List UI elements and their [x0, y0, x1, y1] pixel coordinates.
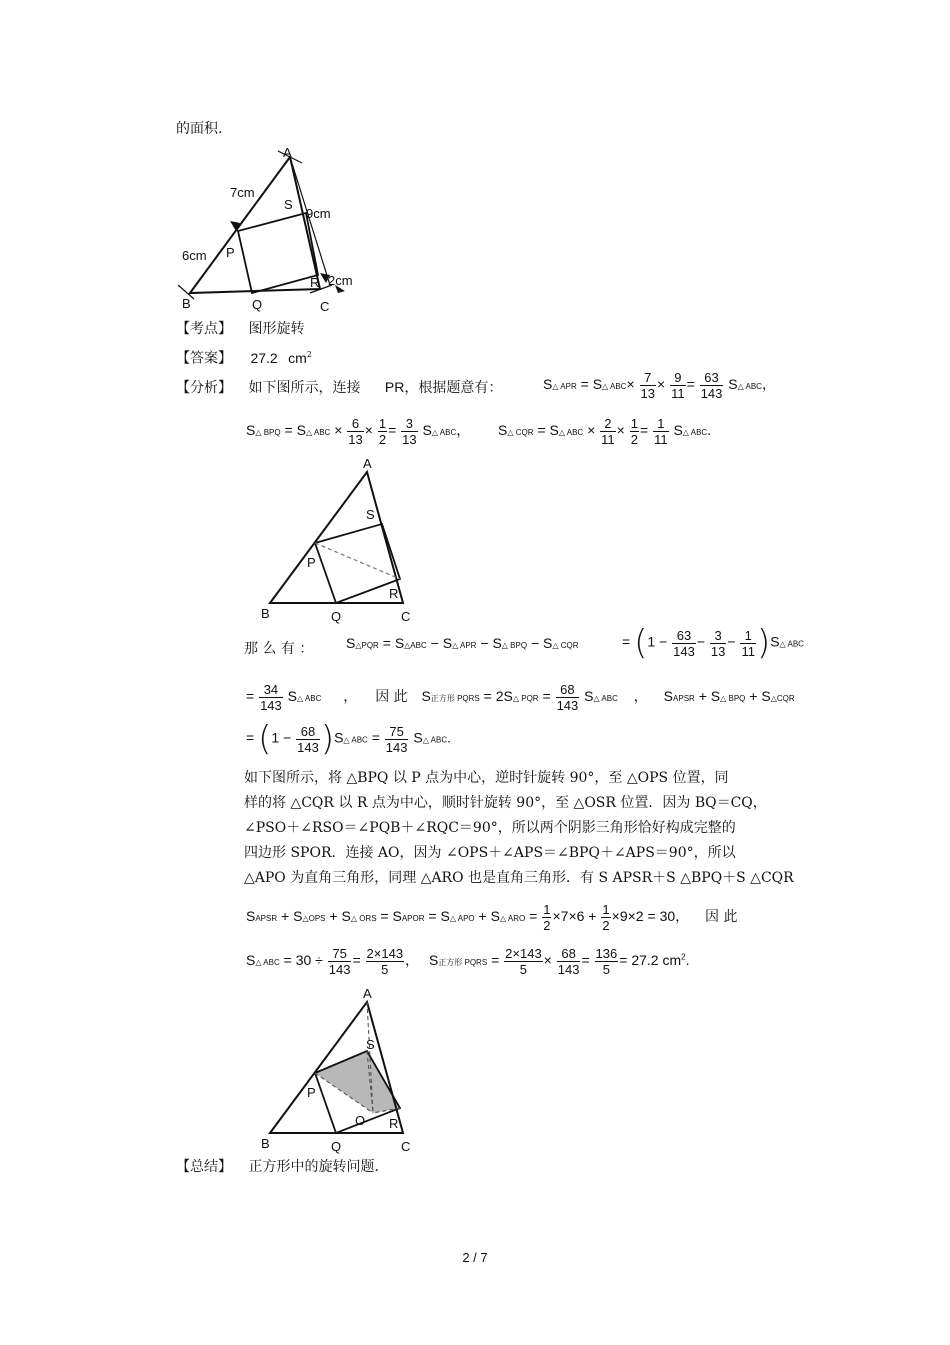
fig1-label-q: Q [252, 297, 263, 312]
daan-sup: 2 [306, 350, 312, 359]
fig1-label-s: S [284, 197, 293, 212]
daan-label: 【答案】 [176, 350, 232, 367]
fenxi-pr: PR [384, 379, 405, 395]
fig1-label-c: C [320, 299, 330, 314]
zongjie-value: 正方形中的旋转问题. [248, 1159, 379, 1175]
fig1-label-p: P [226, 245, 235, 260]
daan-value: 27.2 [250, 349, 278, 366]
daan-unit: cm [288, 349, 307, 366]
fig2-label-r: R [389, 586, 399, 601]
fig2-label-a: A [363, 456, 372, 471]
fig3-label-s: S [366, 1037, 375, 1052]
fenxi-intro [176, 378, 502, 397]
zongjie-row [176, 1158, 379, 1176]
fig3-label-r: R [389, 1116, 399, 1131]
fig3-label-a: A [363, 986, 372, 1001]
fig2-label-c: C [401, 609, 411, 624]
fenxi-text2: ，根据题意有： [404, 380, 503, 396]
eq-namoyou-right: = (1 − $\frac{63}{143}$ − $\frac{3}{13}$ − $\frac{1}{11}$ )S△ ABC [622, 623, 804, 663]
fenxi-text1: 如下图所示，连接 [248, 380, 361, 396]
fig1-len-6: 6cm [182, 248, 207, 263]
fig1-len-7: 7cm [230, 185, 255, 200]
eq-sum: SAPSR + S△OPS + S△ ORS = SAPOR = S△ APO + S△ ARO = $\frac{1}{2}$ ×7×6 + $\frac{1}{2}$ ×9×2 = 30， 因 此 [246, 902, 738, 933]
fig2-label-b: B [261, 606, 270, 621]
fig2-label-q: Q [331, 609, 342, 624]
figure-1-triangle [170, 145, 370, 315]
kaodian-value: 图形旋转 [248, 321, 305, 337]
kaodian-label: 【考点】 [176, 321, 232, 337]
para-line-3: ∠PSO＋∠RSO＝∠PQB＋∠RQC＝90°，所以两个阴影三角形恰好构成完整的 [244, 820, 736, 836]
fig1-len-2: 2cm [328, 273, 353, 288]
fenxi-label: 【分析】 [176, 380, 232, 396]
fig1-label-a: A [283, 145, 292, 160]
page-number: 2 / 7 [462, 1250, 488, 1265]
para-line-2: 样的将 △CQR 以 R 点为中心，顺时针旋转 90°，至 △OSR 位置．因为 BQ＝CQ， [244, 795, 767, 811]
fig3-label-q: Q [331, 1139, 342, 1154]
kaodian-row [176, 320, 304, 338]
zongjie-label: 【总结】 [176, 1159, 232, 1175]
intro-text: 的面积. [176, 121, 223, 137]
para-line-5: △APO 为直角三角形，同理 △ARO 也是直角三角形．有 S APSR＋S △BPQ＋S △CQR [244, 870, 794, 886]
fig1-len-9: 9cm [306, 206, 331, 221]
fig1-label-b: B [182, 296, 191, 311]
eq-line2: = $\frac{34}{143}$ S△ ABC ， 因 此 S正方形 PQRS = 2S△ PQR = $\frac{68}{143}$ S△ ABC ， SAPSR + S△ BPQ + S△CQR [246, 682, 795, 713]
eq-cqr: S△ CQR = S△ ABC × $\frac{2}{11}$ × $\frac{1}{2}$ = $\frac{1}{11}$ S△ ABC. [498, 416, 712, 447]
eq-final: S△ ABC = 30 ÷ $\frac{75}{143}$ = $\frac{2\times 143}{5}$ ， S正方形 PQRS = $\frac{2\times 143}{5}$ × $\frac{68}{143}$ = $\frac{136}{5}$ = 27.2 $cm^2$. [246, 946, 690, 977]
para-line-1: 如下图所示，将 △BPQ 以 P 点为中心，逆时针旋转 90°，至 △OPS 位置，同 [244, 770, 729, 786]
figure-2-triangle [255, 455, 425, 625]
figure-3-triangle-shaded [255, 985, 425, 1155]
fig3-label-b: B [261, 1136, 270, 1151]
fig2-label-s: S [366, 507, 375, 522]
eq-apr: S△ APR = S△ ABC× $\frac{7}{13}$ × $\frac{9}{11}$ = $\frac{63}{143}$ S△ ABC， [543, 370, 776, 401]
namoyou-lead: 那 么 有 ： [244, 641, 314, 657]
fig1-label-r: R [310, 275, 320, 290]
eq-bpq: S△ BPQ = S△ ABC × $\frac{6}{13}$ × $\frac{1}{2}$ = $\frac{3}{13}$ S△ ABC， [246, 416, 471, 447]
explanation-paragraph [244, 766, 814, 891]
para-line-4: 四边形 SPOR．连接 AO，因为 ∠OPS＋∠APS＝∠BPQ＋∠APS＝90°，所以 [244, 845, 736, 861]
fig3-label-c: C [401, 1139, 411, 1154]
fig3-label-o: O [355, 1113, 366, 1128]
fig3-label-p: P [307, 1085, 316, 1100]
daan-row [176, 346, 312, 368]
eq-namoyou: S△PQR = S△ABC − S△ APR − S△ BPQ − S△ CQR [346, 635, 579, 651]
eq-line3: = (1 − $\frac{68}{143}$ )S△ ABC = $\frac{75}{143}$ S△ ABC. [246, 719, 451, 759]
fig2-label-p: P [307, 555, 316, 570]
